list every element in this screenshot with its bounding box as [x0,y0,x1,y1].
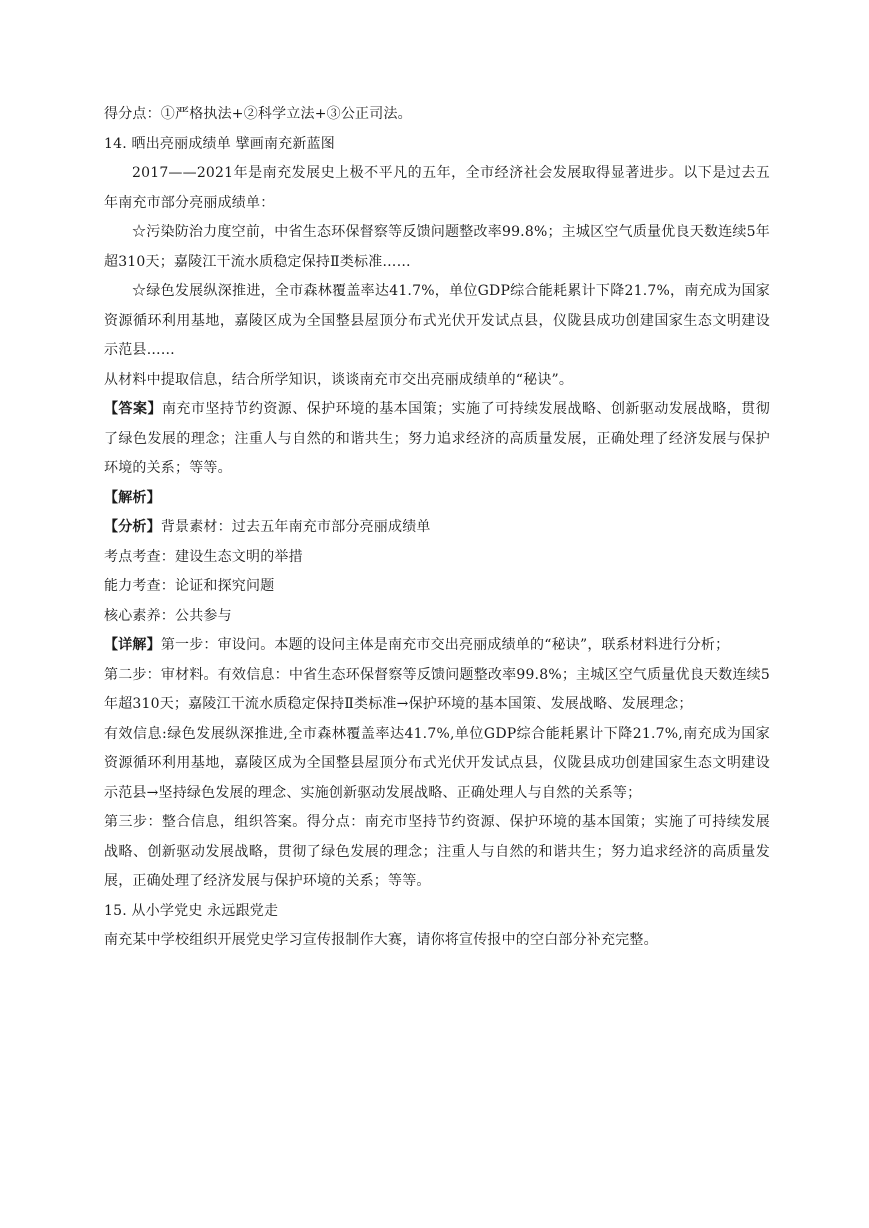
question-prompt: 从材料中提取信息，结合所学知识，谈谈南充市交出亮丽成绩单的“秘诀”。 [104,371,574,388]
material-item-green: ☆绿色发展纵深推进，全市森林覆盖率达41.7%，单位GDP综合能耗累计下降21.7%，南充成为国家资源循环利用基地，嘉陵区成为全国整县屋顶分布式光伏开发试点县，仪陇县成功创建国家生态文明建设示范县…… [104,283,770,358]
nengli-line: 能力考查：论证和探究问题 [104,578,275,594]
suyang-line: 核心素养：公共参与 [104,607,232,624]
step-two-paragraph: 第二步：审材料。有效信息：中省生态环保督察等反馈问题整改率99.8%；主城区空气质量优良天数连续5年超310天；嘉陵江干流水质稳定保持Ⅱ类标准→保护环境的基本国策、发展战略、发展理念； [104,666,770,712]
material-intro: 2017——2021年是南充发展史上极不平凡的五年，全市经济社会发展取得显著进步。以下是过去五年南充市部分亮丽成绩单： [104,165,770,211]
question-15-prompt: 南充某中学校组织开展党史学习宣传报制作大赛，请你将宣传报中的空白部分补充完整。 [104,932,658,948]
fenxi-text: 背景素材：过去五年南充市部分亮丽成绩单 [160,519,431,535]
material-item-pollution: ☆污染防治力度空前，中省生态环保督察等反馈问题整改率99.8%；主城区空气质量优良天数连续5年超310天；嘉陵江干流水质稳定保持Ⅱ类标准…… [104,224,770,270]
xiangjie-paragraph [104,631,770,661]
analysis-heading [104,484,770,514]
effective-info-paragraph: 有效信息:绿色发展纵深推进,全市森林覆盖率达41.7%,单位GDP综合能耗累计下降21.7%,南充成为国家资源循环利用基地，嘉陵区成为全国整县屋顶分布式光伏开发试点县，仪陇县成功创建国家生态文明建设示范县→坚持绿色发展的理念、实施创新驱动发展战略、正确处理人与自然的关系等； [104,725,770,801]
xiangjie-text: 第一步：审设问。本题的设问主体是南充市交出亮丽成绩单的“秘诀”，联系材料进行分析； [160,637,730,653]
xiangjie-tag: 【详解】 [104,637,161,653]
question-15-title: 15. 从小学党史 永远跟党走 [104,902,279,919]
document-page [104,100,770,956]
fenxi-paragraph [104,513,770,543]
step-three-paragraph: 第三步：整合信息，组织答案。得分点：南充市坚持节约资源、保护环境的基本国策；实施了可持续发展战略、创新驱动发展战略，贯彻了绿色发展的理念；注重人与自然的和谐共生；努力追求经济的高质量发展，正确处理了经济发展与保护环境的关系；等等。 [104,814,770,889]
score-points-line: 得分点：①严格执法+②科学立法+③公正司法。 [104,106,412,122]
answer-tag: 【答案】 [104,401,162,417]
analysis-tag: 【解析】 [104,489,161,506]
fenxi-tag: 【分析】 [104,519,161,535]
answer-paragraph [104,395,770,484]
question-14-title: 14. 晒出亮丽成绩单 擘画南充新蓝图 [104,135,335,152]
kaodian-line: 考点考查：建设生态文明的举措 [104,548,303,565]
answer-text: 南充市坚持节约资源、保护环境的基本国策；实施了可持续发展战略、创新驱动发展战略，贯彻了绿色发展的理念；注重人与自然的和谐共生；努力追求经济的高质量发展，正确处理了经济发展与保护环境的关系；等等。 [104,401,770,476]
